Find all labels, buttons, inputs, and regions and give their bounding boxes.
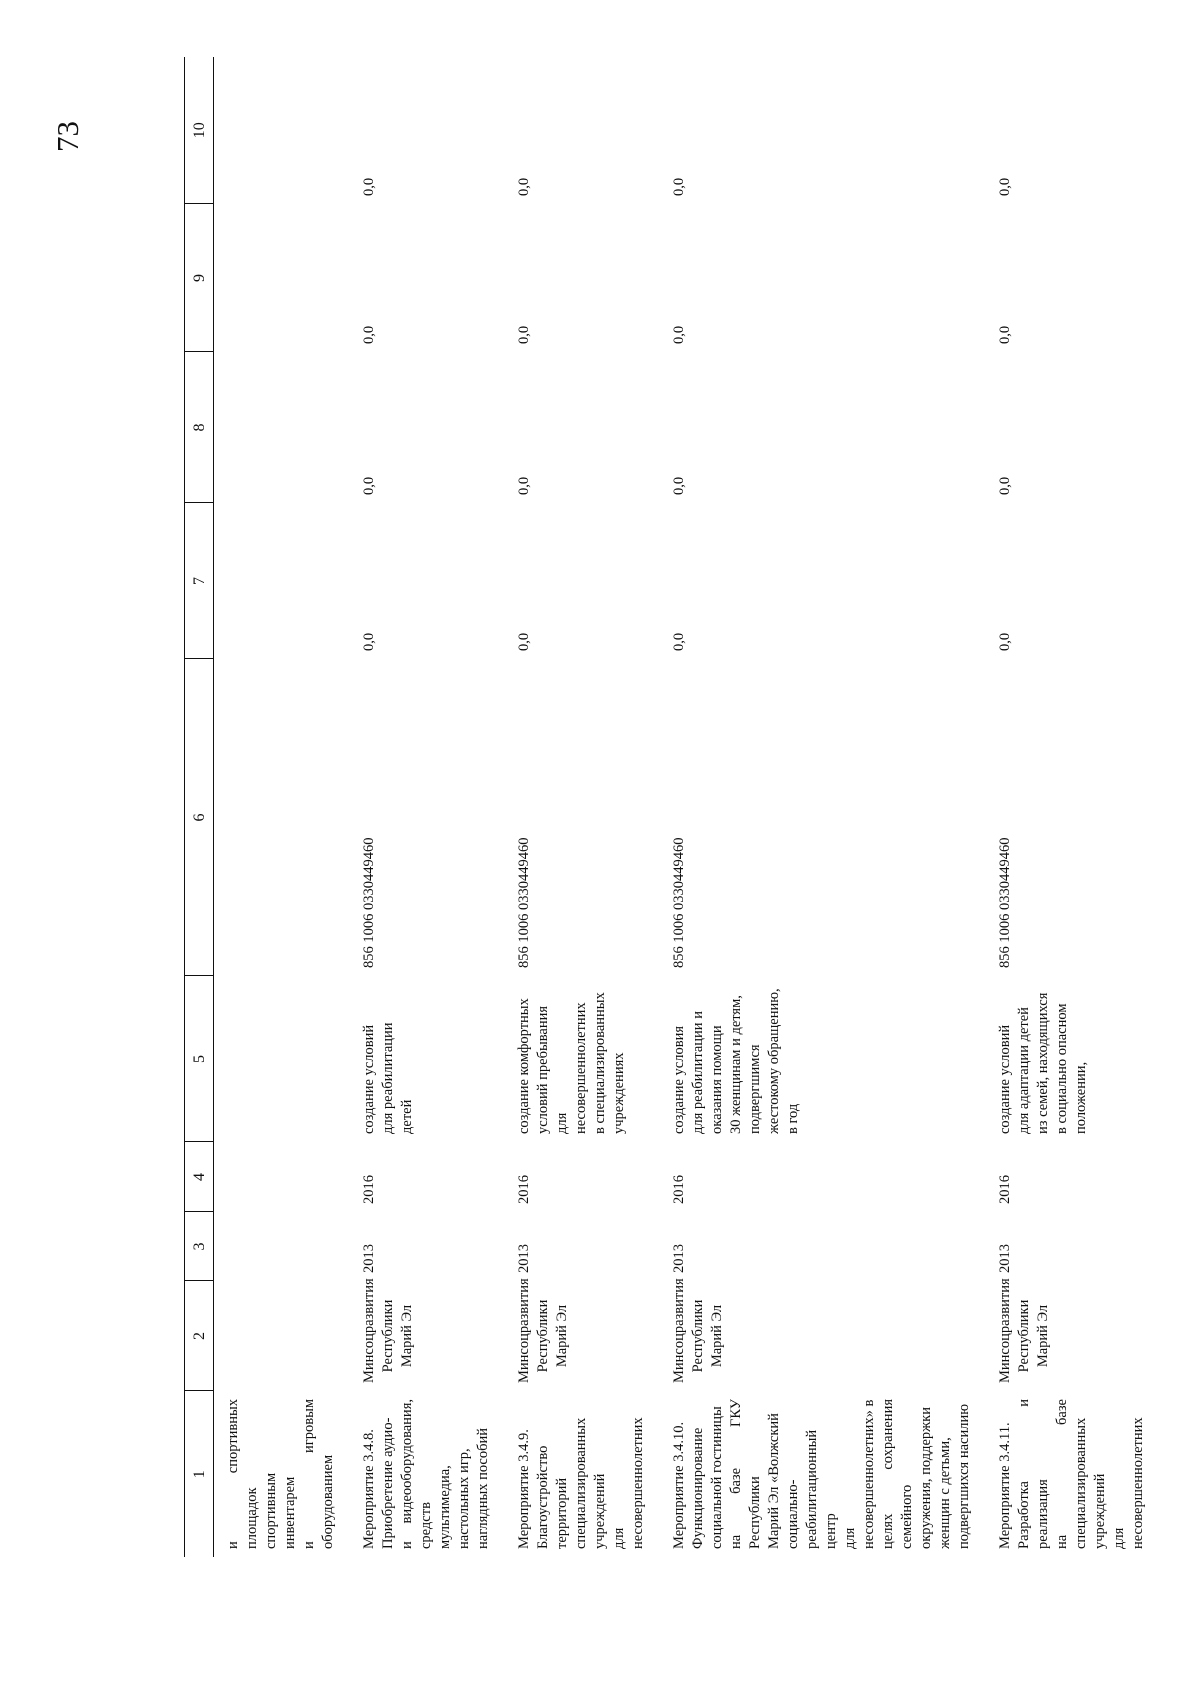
column-header-7: 7: [185, 503, 214, 659]
cell-line: наглядных пособий: [475, 1427, 491, 1549]
cell-col-8: 0,0: [361, 476, 377, 495]
column-header-2: 2: [185, 1281, 214, 1391]
column-header-9: 9: [185, 204, 214, 352]
cell-line: несовершеннолетних: [573, 1002, 589, 1134]
cell-line: для реабилитации и: [690, 1011, 706, 1134]
cell-col-5: [350, 976, 505, 1142]
cell-col-9: 0,0: [671, 325, 687, 344]
cell-col-10: 0,0: [361, 177, 377, 196]
cell-line: мультимедиа, настольных игр,: [437, 1448, 472, 1549]
cell-col-4: 2016: [671, 1175, 687, 1204]
cell-col-3: 2013: [516, 1244, 532, 1273]
cell-line: Мероприятие 3.4.10.: [671, 1421, 687, 1549]
cell-col-10: 0,0: [671, 177, 687, 196]
cell-col-6: 856 1006 0330449460: [671, 837, 687, 968]
cell-line: Марий Эл «Волжский: [766, 1413, 782, 1549]
cell-line: и игровым оборудованием: [301, 1399, 336, 1549]
cell-col-1: [986, 1391, 1160, 1557]
cell-line: Мероприятие 3.4.8.: [361, 1429, 377, 1549]
cell-line: Республики: [1016, 1299, 1032, 1373]
cell-col-8: 0,0: [997, 476, 1013, 495]
cell-line: в год: [785, 1103, 801, 1134]
cell-col-10: 0,0: [997, 177, 1013, 196]
cell-line: для несовершеннолетних: [611, 1417, 646, 1549]
cell-line: социально-реабилитационный: [785, 1429, 820, 1549]
cell-col-2: [986, 1278, 1160, 1391]
cell-col-2: [505, 1278, 660, 1391]
cell-col-1: [214, 1391, 351, 1557]
column-header-5: 5: [185, 976, 214, 1142]
cell-col-8: [214, 352, 351, 503]
table-row: [986, 57, 1160, 1557]
cell-line: для адаптации детей: [1016, 1007, 1032, 1134]
cell-line: условий пребывания: [535, 1005, 551, 1134]
cell-col-6: 856 1006 0330449460: [361, 837, 377, 968]
cell-line: Минсоцразвития: [997, 1278, 1013, 1383]
cell-line: учреждений: [592, 1473, 608, 1549]
cell-line: Приобретение аудио-: [380, 1417, 396, 1549]
cell-line: Республики: [535, 1299, 551, 1373]
cell-line: центр: [823, 1513, 839, 1549]
cell-col-7: 0,0: [671, 632, 687, 651]
cell-line: Марий Эл: [1035, 1304, 1051, 1368]
cell-col-6: 856 1006 0330449460: [997, 837, 1013, 968]
table-row: [350, 57, 505, 1557]
table-row: [505, 57, 660, 1557]
cell-col-3: 2013: [361, 1244, 377, 1273]
cell-col-6: 856 1006 0330449460: [516, 837, 532, 968]
column-header-4: 4: [185, 1142, 214, 1212]
cell-line: оказания помощи: [709, 1025, 725, 1134]
cell-line: на базе ГКУ Республики: [728, 1399, 763, 1549]
cell-line: жестокому обращению,: [766, 988, 782, 1134]
cell-line: Благоустройство территорий: [535, 1445, 570, 1549]
cell-line: Республики: [380, 1299, 396, 1373]
table-header: [185, 57, 214, 1557]
cell-line: создание условий: [361, 1024, 377, 1134]
cell-col-10: [214, 57, 351, 204]
cell-col-5: [214, 976, 351, 1142]
cell-line: создание комфортных: [516, 998, 532, 1134]
cell-line: окружения, поддержки: [918, 1407, 934, 1549]
cell-line: Минсоцразвития: [671, 1278, 687, 1383]
cell-col-8: 0,0: [516, 476, 532, 495]
cell-line: Республики: [690, 1299, 706, 1373]
cell-line: детей: [399, 1099, 415, 1134]
cell-line: социальной гостиницы: [709, 1406, 725, 1549]
table-row: [660, 57, 986, 1557]
table-row: [214, 57, 351, 1557]
cell-col-7: 0,0: [516, 632, 532, 651]
cell-line: из семей, находящихся: [1035, 992, 1051, 1134]
cell-line: Разработка и реализация: [1016, 1399, 1051, 1549]
cell-line: спортивным инвентарем: [263, 1472, 298, 1549]
cell-col-5: [986, 976, 1160, 1142]
column-header-6: 6: [185, 659, 214, 976]
cell-col-3: 2013: [997, 1244, 1013, 1273]
cell-line: для несовершеннолетних: [1111, 1417, 1146, 1549]
cell-line: учреждений: [1092, 1473, 1108, 1549]
cell-line: Марий Эл: [709, 1304, 725, 1368]
cell-col-6: [214, 659, 351, 976]
cell-col-8: 0,0: [671, 476, 687, 495]
cell-line: целях сохранения семейного: [880, 1399, 915, 1549]
cell-col-5: [505, 976, 660, 1142]
cell-line: Функционирование: [690, 1427, 706, 1549]
table-body: [214, 57, 1161, 1557]
cell-line: Минсоцразвития: [516, 1278, 532, 1383]
cell-line: Марий Эл: [554, 1304, 570, 1368]
cell-line: Марий Эл: [399, 1304, 415, 1368]
column-header-10: 10: [185, 57, 214, 204]
cell-line: и спортивных площадок: [225, 1399, 260, 1549]
cell-line: женщин с детьми,: [937, 1437, 953, 1549]
cell-line: для несовершеннолетних» в: [842, 1399, 877, 1549]
cell-col-9: 0,0: [997, 325, 1013, 344]
program-table: [184, 57, 1160, 1557]
cell-col-3: [214, 1212, 351, 1281]
cell-col-1: [660, 1391, 986, 1557]
cell-col-4: [214, 1142, 351, 1212]
cell-col-9: 0,0: [361, 325, 377, 344]
cell-line: 30 женщинам и детям,: [728, 995, 744, 1134]
cell-line: на базе специализированных: [1054, 1399, 1089, 1549]
cell-col-2: [350, 1278, 505, 1391]
cell-line: в специализированных: [592, 992, 608, 1134]
cell-line: создание условий: [997, 1024, 1013, 1134]
cell-col-1: [505, 1391, 660, 1557]
cell-col-9: 0,0: [516, 325, 532, 344]
cell-line: подвергшимся: [747, 1044, 763, 1134]
cell-line: создание условия: [671, 1026, 687, 1134]
cell-col-10: 0,0: [516, 177, 532, 196]
cell-line: положении,: [1073, 1061, 1089, 1134]
cell-line: Мероприятие 3.4.9.: [516, 1429, 532, 1549]
cell-col-5: [660, 976, 986, 1142]
cell-line: учреждениях: [611, 1052, 627, 1134]
cell-line: подвергшихся насилию: [956, 1403, 972, 1549]
column-header-3: 3: [185, 1212, 214, 1281]
cell-col-3: 2013: [671, 1244, 687, 1273]
cell-line: для: [554, 1112, 570, 1134]
cell-col-4: 2016: [516, 1175, 532, 1204]
cell-col-7: [214, 503, 351, 659]
cell-line: для реабилитации: [380, 1022, 396, 1134]
column-header-1: 1: [190, 1470, 208, 1479]
cell-line: специализированных: [573, 1417, 589, 1549]
cell-col-7: 0,0: [361, 632, 377, 651]
cell-col-1: [350, 1391, 505, 1557]
cell-line: Минсоцразвития: [361, 1278, 377, 1383]
cell-line: в социально опасном: [1054, 1003, 1070, 1134]
cell-col-4: 2016: [997, 1175, 1013, 1204]
cell-col-7: 0,0: [997, 632, 1013, 651]
header-row: [185, 57, 214, 1557]
cell-col-2: [660, 1278, 986, 1391]
cell-line: и видеооборудования, средств: [399, 1399, 434, 1549]
column-header-8: 8: [185, 352, 214, 503]
cell-col-2: [214, 1281, 351, 1391]
cell-col-9: [214, 204, 351, 352]
cell-line: Мероприятие 3.4.11.: [997, 1422, 1013, 1549]
cell-col-4: 2016: [361, 1175, 377, 1204]
page-number: 73: [50, 121, 85, 152]
